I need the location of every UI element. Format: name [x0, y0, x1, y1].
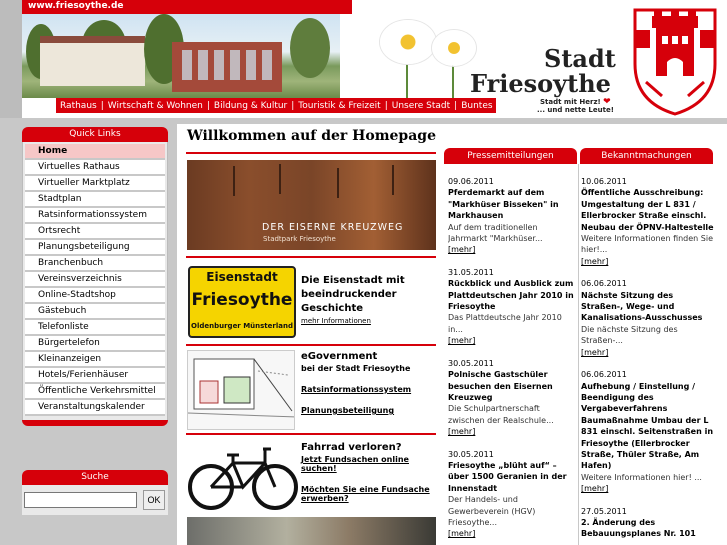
quick-links-box — [22, 127, 168, 426]
sidebar-item-telefonliste[interactable]: Telefonliste — [25, 320, 165, 336]
fundsache-erwerben-link[interactable]: Möchten Sie eine Fundsache erwerben? — [301, 485, 430, 503]
announcement-excerpt: Weitere Informationen hier! ... — [581, 472, 702, 482]
bike-teaser-text — [301, 441, 441, 503]
press-date: 30.05.2011 — [448, 449, 494, 459]
sidebar-item-buergertelefon[interactable]: Bürgertelefon — [25, 336, 165, 352]
press-more-link[interactable]: [mehr] — [448, 427, 476, 437]
announcement-headline[interactable]: Aufhebung / Einstellung / Beendigung des Vergabeverfahrens Baumaßnahme Umbau der L 831 einschl. Seitenstraßen in Friesoythe (Ellerbrocker Straße, Thüler Straße, Am Hafen) — [581, 381, 714, 471]
column-divider — [578, 164, 579, 545]
nav-wirtschaft-wohnen[interactable]: Wirtschaft & Wohnen — [107, 100, 203, 111]
press-more-link[interactable]: [mehr] — [448, 245, 476, 255]
coat-of-arms-icon[interactable] — [632, 2, 718, 116]
press-headline[interactable]: Friesoythe „blüht auf“ – über 1500 Geranien in der Innenstadt — [448, 460, 567, 493]
press-excerpt: Das Plattdeutsche Jahr 2010 in... — [448, 313, 562, 334]
announcement-date: 27.05.2011 — [581, 506, 627, 516]
press-more-link[interactable]: [mehr] — [448, 529, 476, 539]
press-date: 30.05.2011 — [448, 358, 494, 368]
egov-planungsbeteiligung-link[interactable]: Planungsbeteiligung — [301, 406, 395, 415]
nav-touristik-freizeit[interactable]: Touristik & Freizeit — [298, 100, 381, 111]
search-title: Suche — [22, 470, 168, 485]
press-list — [448, 176, 576, 545]
press-excerpt: Der Handels- und Gewerbeverein (HGV) Friesoythe... — [448, 495, 536, 527]
sign-line3: Oldenburger Münsterland — [191, 322, 293, 330]
sidebar-item-home[interactable]: Home — [25, 144, 165, 160]
left-band — [0, 118, 22, 545]
sidebar-item-online-stadtshop[interactable]: Online-Stadtshop — [25, 288, 165, 304]
bottom-teaser-image[interactable] — [187, 517, 436, 545]
sidebar-item-virtueller-marktplatz[interactable]: Virtueller Marktplatz — [25, 176, 165, 192]
press-excerpt: Die Schulpartnerschaft zwischen der Realschule... — [448, 404, 554, 425]
press-date: 09.06.2011 — [448, 177, 494, 186]
search-body — [22, 485, 168, 515]
press-excerpt: Auf dem traditionellen Jahrmarkt "Markhüser... — [448, 222, 543, 244]
nav-buntes[interactable]: Buntes — [461, 100, 493, 111]
header-side-band — [0, 0, 22, 118]
announcement-date: 10.06.2011 — [581, 177, 627, 186]
section-divider-1 — [186, 256, 436, 258]
eisenstadt-more-link[interactable]: mehr Informationen — [301, 317, 371, 325]
announcement-date: 06.06.2011 — [581, 370, 627, 380]
bike-title: Fahrrad verloren? — [301, 442, 402, 453]
page-title: Willkommen auf der Homepage — [187, 128, 436, 144]
sign-line1: Eisenstadt — [206, 270, 278, 284]
quick-links-title: Quick Links — [22, 127, 168, 142]
site-title-line2: Friesoythe — [470, 69, 611, 98]
quick-links-footer — [22, 420, 168, 426]
announcement-item — [581, 369, 715, 494]
site-url[interactable]: www.friesoythe.de — [22, 0, 352, 14]
sidebar — [22, 124, 177, 545]
kreuzweg-teaser[interactable] — [187, 160, 436, 250]
announcement-item — [581, 506, 715, 540]
sidebar-item-ratsinformationssystem[interactable]: Ratsinformationssystem — [25, 208, 165, 224]
announcement-item — [581, 176, 715, 267]
sidebar-item-virtuelles-rathaus[interactable]: Virtuelles Rathaus — [25, 160, 165, 176]
sidebar-item-planungsbeteiligung[interactable]: Planungsbeteiligung — [25, 240, 165, 256]
announcement-headline[interactable]: Nächste Sitzung des Straßen-, Wege- und Kanalisations-Ausschusses — [581, 290, 703, 323]
news-columns — [441, 124, 727, 545]
announcement-headline[interactable]: Öffentliche Ausschreibung: Umgestaltung der L 831 / Ellerbrocker Straße einschl. Neubau der ÖPNV-Haltestelle — [581, 188, 714, 232]
announcement-more-link[interactable]: [mehr] — [581, 256, 609, 266]
kreuzweg-title: DER EISERNE KREUZWEG — [262, 222, 404, 233]
nav-rathaus[interactable]: Rathaus — [60, 100, 97, 111]
main-content — [177, 124, 441, 545]
announcement-excerpt: Weitere Informationen finden Sie hier!... — [581, 234, 714, 255]
press-item — [448, 267, 576, 347]
heart-icon: ❤ — [603, 97, 611, 107]
sidebar-item-ortsrecht[interactable]: Ortsrecht — [25, 224, 165, 240]
press-headline[interactable]: Rückblick und Ausblick zum Plattdeutschen Jahr 2010 in Friesoythe — [448, 279, 574, 312]
sidebar-item-veranstaltungskalender[interactable]: Veranstaltungskalender — [25, 400, 165, 416]
press-date: 31.05.2011 — [448, 267, 494, 277]
press-more-link[interactable]: [mehr] — [448, 336, 476, 346]
search-submit-button[interactable]: OK — [143, 490, 165, 510]
egov-ratsinformationssystem-link[interactable]: Ratsinformationssystem — [301, 385, 412, 394]
sign-line2: Friesoythe — [191, 290, 293, 310]
nav-unsere-stadt[interactable]: Unsere Stadt — [391, 100, 451, 111]
announcement-date: 06.06.2011 — [581, 279, 627, 289]
sidebar-item-stadtplan[interactable]: Stadtplan — [25, 192, 165, 208]
announcements-list — [581, 176, 715, 545]
press-headline[interactable]: Polnische Gastschüler besuchen den Eisernen Kreuzweg — [448, 370, 553, 402]
nav-700[interactable]: 700 — [503, 100, 521, 111]
quick-links-list — [22, 142, 168, 420]
eisenstadt-teaser-text — [301, 274, 437, 326]
sidebar-item-vereinsverzeichnis[interactable]: Vereinsverzeichnis — [25, 272, 165, 288]
press-item — [448, 449, 576, 540]
announcement-excerpt: Die nächste Sitzung des Straßen-... — [581, 324, 678, 346]
announcement-more-link[interactable]: [mehr] — [581, 484, 609, 494]
announcement-headline[interactable]: 2. Änderung des Bebauungsplanes Nr. 101 — [581, 517, 696, 539]
kreuzweg-subtitle: Stadtpark Friesoythe — [263, 235, 336, 243]
search-box — [22, 470, 168, 515]
announcement-item — [581, 278, 715, 358]
section-divider-2 — [186, 344, 436, 346]
announcement-more-link[interactable]: [mehr] — [581, 347, 609, 357]
sidebar-item-verkehrsmittel[interactable]: Öffentliche Verkehrsmittel — [25, 384, 165, 400]
site-plan-image[interactable] — [187, 350, 295, 430]
press-column-header[interactable]: Pressemitteilungen — [444, 148, 577, 164]
sidebar-item-branchenbuch[interactable]: Branchenbuch — [25, 256, 165, 272]
press-headline[interactable]: Pferdemarkt auf dem "Markhüser Bisseken" in Markhausen — [448, 188, 559, 221]
nav-bildung-kultur[interactable]: Bildung & Kultur — [213, 100, 288, 111]
search-input[interactable] — [24, 492, 137, 508]
header-photo — [22, 14, 382, 98]
slogan-line2: ... und nette Leute! — [537, 106, 614, 114]
sidebar-item-hotels[interactable]: Hotels/Ferienhäuser — [25, 368, 165, 384]
fundsachen-search-link[interactable]: Jetzt Fundsachen online suchen! — [301, 455, 409, 473]
sidebar-item-kleinanzeigen[interactable]: Kleinanzeigen — [25, 352, 165, 368]
eisenstadt-sign-image[interactable] — [188, 266, 296, 338]
title-divider — [186, 152, 436, 154]
sidebar-item-gaestebuch[interactable]: Gästebuch — [25, 304, 165, 320]
press-item — [448, 176, 576, 256]
bicycle-image[interactable] — [187, 435, 299, 517]
press-item — [448, 358, 576, 438]
slogan-line1: Stadt mit Herz! ❤ — [540, 97, 611, 107]
announcements-column-header[interactable]: Bekanntmachungen — [580, 148, 713, 164]
site-title-line1: Stadt — [544, 44, 616, 73]
eisenstadt-headline: Die Eisenstadt mit beeindruckender Geschichte — [301, 275, 405, 314]
egov-teaser-text — [301, 350, 437, 415]
egov-title: eGovernment — [301, 351, 378, 362]
main-navigation: Rathaus | Wirtschaft & Wohnen | Bildung & Kultur | Touristik & Freizeit | Unsere Stadt | Buntes | 700 — [56, 98, 496, 113]
egov-subtitle: bei der Stadt Friesoythe — [301, 364, 411, 373]
